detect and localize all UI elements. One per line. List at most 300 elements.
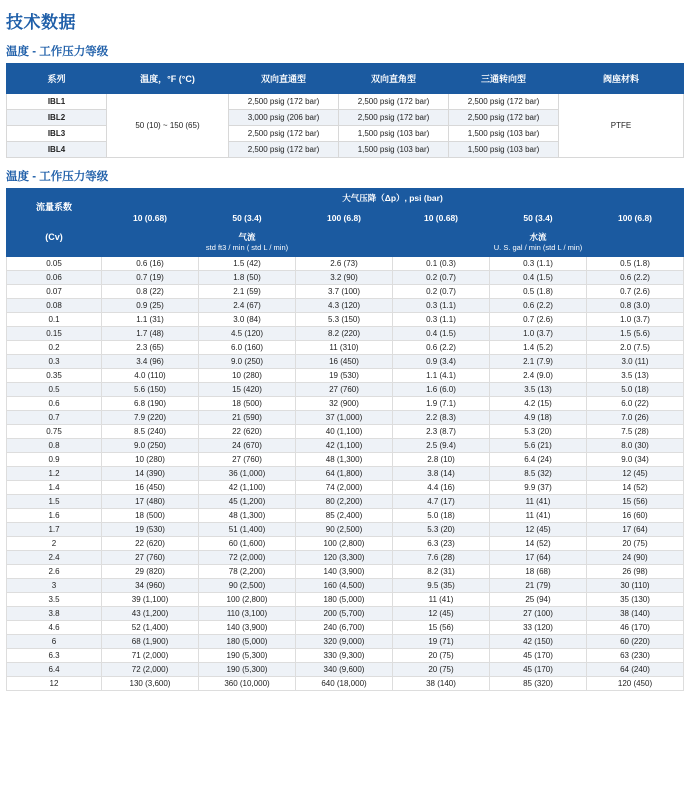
cell-water-100: 20 (75) (587, 537, 684, 551)
cell-gas-10: 3.4 (96) (102, 355, 199, 369)
gas-flow-unit: std ft3 / min ( std L / min) (205, 242, 289, 252)
cell-water-50: 0.5 (1.8) (490, 285, 587, 299)
cell-flow-coefficient: 0.8 (7, 439, 102, 453)
table-row (7, 607, 684, 621)
cell-water-100: 5.0 (18) (587, 383, 684, 397)
cell-gas-10: 27 (760) (102, 551, 199, 565)
table-row (7, 663, 684, 677)
cell-gas-50: 15 (420) (199, 383, 296, 397)
cell-two-way-straight: 3,000 psig (206 bar) (229, 110, 339, 126)
cell-gas-50: 90 (2,500) (199, 579, 296, 593)
cell-flow-coefficient: 1.7 (7, 523, 102, 537)
col-header-temperature: 温度，°F (°C) (107, 64, 229, 94)
cell-gas-100: 140 (3,900) (296, 565, 393, 579)
cell-flow-coefficient: 3.5 (7, 593, 102, 607)
cell-flow-coefficient: 0.2 (7, 341, 102, 355)
cell-water-50: 4.2 (15) (490, 397, 587, 411)
cell-gas-10: 6.8 (190) (102, 397, 199, 411)
cell-gas-10: 29 (820) (102, 565, 199, 579)
cell-water-100: 9.0 (34) (587, 453, 684, 467)
cell-water-100: 3.5 (13) (587, 369, 684, 383)
col-header-gas-flow (102, 228, 393, 257)
cell-water-10: 4.7 (17) (393, 495, 490, 509)
cell-water-100: 14 (52) (587, 481, 684, 495)
col-header-gas-100: 100 (6.8) (296, 208, 393, 228)
cell-gas-50: 180 (5,000) (199, 635, 296, 649)
cell-gas-100: 2.6 (73) (296, 257, 393, 271)
cell-gas-100: 90 (2,500) (296, 523, 393, 537)
cell-water-10: 12 (45) (393, 607, 490, 621)
cell-flow-coefficient: 0.07 (7, 285, 102, 299)
cell-temperature-range: 50 (10) ~ 150 (65) (107, 94, 229, 158)
cell-gas-50: 42 (1,100) (199, 481, 296, 495)
cell-water-100: 46 (170) (587, 621, 684, 635)
cell-gas-50: 100 (2,800) (199, 593, 296, 607)
cell-water-100: 35 (130) (587, 593, 684, 607)
technical-data-page (0, 8, 689, 691)
cell-water-50: 2.1 (7.9) (490, 355, 587, 369)
flow-coefficient-label: 流量系数 (35, 202, 72, 213)
cell-water-10: 38 (140) (393, 677, 490, 691)
cell-two-way-angle: 2,500 psig (172 bar) (339, 94, 449, 110)
cell-gas-10: 18 (500) (102, 509, 199, 523)
cell-seat-material: PTFE (559, 94, 684, 158)
cell-water-50: 45 (170) (490, 649, 587, 663)
cell-gas-100: 85 (2,400) (296, 509, 393, 523)
cell-gas-50: 22 (620) (199, 425, 296, 439)
cell-water-50: 4.9 (18) (490, 411, 587, 425)
table-row (7, 649, 684, 663)
table-row (7, 369, 684, 383)
table-row (7, 411, 684, 425)
cell-water-100: 64 (240) (587, 663, 684, 677)
cell-gas-50: 140 (3,900) (199, 621, 296, 635)
cell-gas-10: 5.6 (150) (102, 383, 199, 397)
cell-water-10: 0.3 (1.1) (393, 313, 490, 327)
page-title: 技术数据 (6, 13, 76, 32)
cell-water-50: 17 (64) (490, 551, 587, 565)
cell-two-way-straight: 2,500 psig (172 bar) (229, 94, 339, 110)
cell-gas-50: 2.1 (59) (199, 285, 296, 299)
cell-water-10: 15 (56) (393, 621, 490, 635)
cell-flow-coefficient: 4.6 (7, 621, 102, 635)
cell-gas-100: 640 (18,000) (296, 677, 393, 691)
table-row (7, 285, 684, 299)
cell-water-50: 14 (52) (490, 537, 587, 551)
cell-water-100: 7.5 (28) (587, 425, 684, 439)
cell-flow-coefficient: 0.06 (7, 271, 102, 285)
cell-gas-10: 1.7 (48) (102, 327, 199, 341)
cell-water-50: 0.6 (2.2) (490, 299, 587, 313)
table-header-row-pressure-values (7, 208, 684, 228)
cell-flow-coefficient: 3.8 (7, 607, 102, 621)
cell-gas-10: 68 (1,900) (102, 635, 199, 649)
cell-water-50: 8.5 (32) (490, 467, 587, 481)
cell-water-10: 9.5 (35) (393, 579, 490, 593)
cell-gas-100: 200 (5,700) (296, 607, 393, 621)
cell-water-100: 7.0 (26) (587, 411, 684, 425)
cell-series: IBL3 (7, 126, 107, 142)
cell-series: IBL2 (7, 110, 107, 126)
table-row (7, 495, 684, 509)
cell-gas-50: 51 (1,400) (199, 523, 296, 537)
cell-water-100: 60 (220) (587, 635, 684, 649)
cell-water-50: 42 (150) (490, 635, 587, 649)
flow-data-table (6, 188, 684, 691)
table-row (7, 621, 684, 635)
flow-coefficient-unit: (Cv) (45, 231, 63, 242)
cell-water-100: 2.0 (7.5) (587, 341, 684, 355)
cell-water-50: 0.4 (1.5) (490, 271, 587, 285)
table-row (7, 257, 684, 271)
table-row (7, 383, 684, 397)
table-row (7, 565, 684, 579)
col-header-gas-50: 50 (3.4) (199, 208, 296, 228)
cell-gas-100: 74 (2,000) (296, 481, 393, 495)
cell-gas-10: 130 (3,600) (102, 677, 199, 691)
table-row (7, 537, 684, 551)
cell-water-50: 9.9 (37) (490, 481, 587, 495)
col-header-flow-coefficient (7, 189, 102, 257)
cell-gas-10: 22 (620) (102, 537, 199, 551)
cell-water-50: 18 (68) (490, 565, 587, 579)
table-row (7, 327, 684, 341)
cell-three-way-switching: 2,500 psig (172 bar) (449, 110, 559, 126)
cell-water-10: 2.8 (10) (393, 453, 490, 467)
cell-gas-50: 1.8 (50) (199, 271, 296, 285)
cell-flow-coefficient: 0.7 (7, 411, 102, 425)
col-header-water-50: 50 (3.4) (490, 208, 587, 228)
cell-water-100: 24 (90) (587, 551, 684, 565)
cell-gas-100: 100 (2,800) (296, 537, 393, 551)
cell-water-100: 120 (450) (587, 677, 684, 691)
table-row (7, 453, 684, 467)
cell-water-100: 16 (60) (587, 509, 684, 523)
cell-gas-50: 360 (10,000) (199, 677, 296, 691)
cell-water-10: 1.6 (6.0) (393, 383, 490, 397)
cell-water-100: 63 (230) (587, 649, 684, 663)
cell-gas-10: 0.6 (16) (102, 257, 199, 271)
cell-gas-100: 180 (5,000) (296, 593, 393, 607)
cell-flow-coefficient: 1.6 (7, 509, 102, 523)
cell-water-100: 0.5 (1.8) (587, 257, 684, 271)
cell-gas-50: 36 (1,000) (199, 467, 296, 481)
water-flow-unit: U. S. gal / min (std L / min) (493, 242, 583, 252)
cell-gas-10: 7.9 (220) (102, 411, 199, 425)
cell-gas-100: 340 (9,600) (296, 663, 393, 677)
cell-gas-100: 32 (900) (296, 397, 393, 411)
cell-flow-coefficient: 1.2 (7, 467, 102, 481)
cell-water-10: 2.3 (8.7) (393, 425, 490, 439)
table-header-row-pressure-drop (7, 189, 684, 209)
cell-water-100: 6.0 (22) (587, 397, 684, 411)
col-header-three-way-switching: 三通转向型 (449, 64, 559, 94)
cell-gas-100: 80 (2,200) (296, 495, 393, 509)
cell-water-10: 20 (75) (393, 663, 490, 677)
cell-water-10: 3.8 (14) (393, 467, 490, 481)
cell-gas-10: 52 (1,400) (102, 621, 199, 635)
cell-water-10: 1.9 (7.1) (393, 397, 490, 411)
cell-gas-100: 16 (450) (296, 355, 393, 369)
col-header-seat-material: 阀座材料 (559, 64, 684, 94)
cell-flow-coefficient: 2 (7, 537, 102, 551)
cell-gas-10: 14 (390) (102, 467, 199, 481)
cell-water-10: 2.2 (8.3) (393, 411, 490, 425)
cell-two-way-angle: 1,500 psig (103 bar) (339, 126, 449, 142)
cell-flow-coefficient: 0.15 (7, 327, 102, 341)
col-header-water-100: 100 (6.8) (587, 208, 684, 228)
cell-water-10: 2.5 (9.4) (393, 439, 490, 453)
cell-water-100: 17 (64) (587, 523, 684, 537)
cell-gas-10: 2.3 (65) (102, 341, 199, 355)
cell-gas-10: 0.7 (19) (102, 271, 199, 285)
cell-gas-50: 2.4 (67) (199, 299, 296, 313)
cell-water-50: 3.5 (13) (490, 383, 587, 397)
cell-flow-coefficient: 0.35 (7, 369, 102, 383)
cell-gas-10: 71 (2,000) (102, 649, 199, 663)
cell-flow-coefficient: 0.1 (7, 313, 102, 327)
cell-water-50: 1.0 (3.7) (490, 327, 587, 341)
cell-gas-50: 110 (3,100) (199, 607, 296, 621)
cell-gas-100: 4.3 (120) (296, 299, 393, 313)
flow-data-body (7, 257, 684, 691)
cell-water-100: 15 (56) (587, 495, 684, 509)
cell-water-10: 0.2 (0.7) (393, 285, 490, 299)
cell-gas-100: 11 (310) (296, 341, 393, 355)
cell-gas-50: 48 (1,300) (199, 509, 296, 523)
cell-water-50: 11 (41) (490, 509, 587, 523)
cell-water-50: 45 (170) (490, 663, 587, 677)
cell-water-50: 21 (79) (490, 579, 587, 593)
col-header-series: 系列 (7, 64, 107, 94)
table-row (7, 677, 684, 691)
cell-two-way-angle: 1,500 psig (103 bar) (339, 142, 449, 158)
cell-gas-10: 17 (480) (102, 495, 199, 509)
cell-flow-coefficient: 6.4 (7, 663, 102, 677)
cell-flow-coefficient: 0.05 (7, 257, 102, 271)
cell-water-10: 0.1 (0.3) (393, 257, 490, 271)
cell-gas-100: 3.7 (100) (296, 285, 393, 299)
table-row (7, 481, 684, 495)
cell-water-10: 19 (71) (393, 635, 490, 649)
cell-water-10: 6.3 (23) (393, 537, 490, 551)
cell-water-50: 6.4 (24) (490, 453, 587, 467)
cell-gas-50: 24 (670) (199, 439, 296, 453)
cell-water-50: 12 (45) (490, 523, 587, 537)
cell-gas-50: 27 (760) (199, 453, 296, 467)
cell-flow-coefficient: 1.4 (7, 481, 102, 495)
table-row (7, 299, 684, 313)
col-header-water-10: 10 (0.68) (393, 208, 490, 228)
table-row (7, 579, 684, 593)
cell-water-10: 4.4 (16) (393, 481, 490, 495)
cell-water-50: 2.4 (9.0) (490, 369, 587, 383)
cell-two-way-straight: 2,500 psig (172 bar) (229, 142, 339, 158)
cell-gas-10: 4.0 (110) (102, 369, 199, 383)
cell-gas-10: 43 (1,200) (102, 607, 199, 621)
cell-gas-100: 64 (1,800) (296, 467, 393, 481)
table-row (7, 397, 684, 411)
cell-gas-50: 9.0 (250) (199, 355, 296, 369)
cell-gas-100: 320 (9,000) (296, 635, 393, 649)
cell-gas-10: 0.8 (22) (102, 285, 199, 299)
table-row (7, 509, 684, 523)
col-header-water-flow (393, 228, 684, 257)
table-header-row-media (7, 228, 684, 257)
cell-water-100: 0.6 (2.2) (587, 271, 684, 285)
cell-water-10: 0.2 (0.7) (393, 271, 490, 285)
cell-gas-50: 6.0 (160) (199, 341, 296, 355)
cell-water-50: 25 (94) (490, 593, 587, 607)
cell-water-50: 1.4 (5.2) (490, 341, 587, 355)
table-row (7, 593, 684, 607)
cell-flow-coefficient: 0.9 (7, 453, 102, 467)
cell-water-100: 1.0 (3.7) (587, 313, 684, 327)
pressure-rating-table (6, 63, 684, 158)
cell-water-10: 5.0 (18) (393, 509, 490, 523)
table-row (7, 551, 684, 565)
cell-gas-50: 4.5 (120) (199, 327, 296, 341)
cell-gas-10: 16 (450) (102, 481, 199, 495)
cell-water-10: 0.9 (3.4) (393, 355, 490, 369)
cell-water-100: 38 (140) (587, 607, 684, 621)
cell-water-10: 7.6 (28) (393, 551, 490, 565)
cell-water-10: 8.2 (31) (393, 565, 490, 579)
cell-flow-coefficient: 6 (7, 635, 102, 649)
cell-three-way-switching: 1,500 psig (103 bar) (449, 126, 559, 142)
cell-three-way-switching: 2,500 psig (172 bar) (449, 94, 559, 110)
cell-gas-100: 40 (1,100) (296, 425, 393, 439)
cell-gas-10: 72 (2,000) (102, 663, 199, 677)
cell-gas-100: 27 (760) (296, 383, 393, 397)
cell-water-100: 3.0 (11) (587, 355, 684, 369)
cell-water-50: 11 (41) (490, 495, 587, 509)
cell-water-50: 33 (120) (490, 621, 587, 635)
cell-gas-100: 120 (3,300) (296, 551, 393, 565)
cell-flow-coefficient: 0.75 (7, 425, 102, 439)
cell-gas-10: 10 (280) (102, 453, 199, 467)
cell-gas-50: 190 (5,300) (199, 663, 296, 677)
cell-gas-50: 18 (500) (199, 397, 296, 411)
cell-gas-50: 21 (590) (199, 411, 296, 425)
col-header-pressure-drop: 大气压降（Δp）, psi (bar) (102, 189, 684, 209)
table-row (7, 355, 684, 369)
cell-water-50: 0.3 (1.1) (490, 257, 587, 271)
cell-gas-100: 5.3 (150) (296, 313, 393, 327)
cell-gas-50: 3.0 (84) (199, 313, 296, 327)
cell-flow-coefficient: 0.3 (7, 355, 102, 369)
cell-gas-50: 1.5 (42) (199, 257, 296, 271)
cell-gas-100: 3.2 (90) (296, 271, 393, 285)
cell-series: IBL4 (7, 142, 107, 158)
gas-flow-title: 气流 (238, 232, 256, 243)
cell-gas-10: 34 (960) (102, 579, 199, 593)
cell-water-100: 8.0 (30) (587, 439, 684, 453)
cell-water-10: 5.3 (20) (393, 523, 490, 537)
cell-water-50: 85 (320) (490, 677, 587, 691)
cell-gas-100: 330 (9,300) (296, 649, 393, 663)
cell-water-50: 5.6 (21) (490, 439, 587, 453)
col-header-gas-10: 10 (0.68) (102, 208, 199, 228)
section-title-pressure-rating: 温度 - 工作压力等级 (6, 46, 109, 58)
cell-flow-coefficient: 0.08 (7, 299, 102, 313)
cell-flow-coefficient: 3 (7, 579, 102, 593)
table-row (7, 467, 684, 481)
cell-gas-50: 10 (280) (199, 369, 296, 383)
table-row (7, 341, 684, 355)
cell-flow-coefficient: 0.5 (7, 383, 102, 397)
cell-flow-coefficient: 12 (7, 677, 102, 691)
cell-gas-10: 19 (530) (102, 523, 199, 537)
cell-water-100: 30 (110) (587, 579, 684, 593)
table-row (7, 271, 684, 285)
cell-gas-50: 78 (2,200) (199, 565, 296, 579)
cell-water-100: 1.5 (5.6) (587, 327, 684, 341)
cell-gas-50: 72 (2,000) (199, 551, 296, 565)
cell-series: IBL1 (7, 94, 107, 110)
cell-water-10: 1.1 (4.1) (393, 369, 490, 383)
cell-water-10: 11 (41) (393, 593, 490, 607)
table-row (7, 439, 684, 453)
cell-flow-coefficient: 6.3 (7, 649, 102, 663)
cell-flow-coefficient: 2.4 (7, 551, 102, 565)
cell-flow-coefficient: 1.5 (7, 495, 102, 509)
col-header-two-way-straight: 双向直通型 (229, 64, 339, 94)
cell-two-way-straight: 2,500 psig (172 bar) (229, 126, 339, 142)
cell-water-50: 5.3 (20) (490, 425, 587, 439)
cell-gas-10: 9.0 (250) (102, 439, 199, 453)
cell-gas-100: 160 (4,500) (296, 579, 393, 593)
section-title-flow-coefficient: 温度 - 工作压力等级 (6, 171, 109, 183)
cell-gas-100: 8.2 (220) (296, 327, 393, 341)
table-row (7, 313, 684, 327)
cell-water-100: 0.7 (2.6) (587, 285, 684, 299)
cell-gas-50: 190 (5,300) (199, 649, 296, 663)
cell-water-50: 0.7 (2.6) (490, 313, 587, 327)
cell-gas-10: 0.9 (25) (102, 299, 199, 313)
water-flow-title: 水流 (529, 232, 547, 243)
cell-gas-50: 45 (1,200) (199, 495, 296, 509)
cell-gas-100: 240 (6,700) (296, 621, 393, 635)
table-row (7, 425, 684, 439)
cell-water-10: 20 (75) (393, 649, 490, 663)
cell-gas-100: 48 (1,300) (296, 453, 393, 467)
cell-gas-100: 19 (530) (296, 369, 393, 383)
cell-water-50: 27 (100) (490, 607, 587, 621)
col-header-two-way-angle: 双向直角型 (339, 64, 449, 94)
cell-water-100: 26 (98) (587, 565, 684, 579)
cell-water-10: 0.3 (1.1) (393, 299, 490, 313)
cell-gas-10: 39 (1,100) (102, 593, 199, 607)
cell-flow-coefficient: 0.6 (7, 397, 102, 411)
cell-gas-10: 8.5 (240) (102, 425, 199, 439)
cell-water-100: 0.8 (3.0) (587, 299, 684, 313)
cell-two-way-angle: 2,500 psig (172 bar) (339, 110, 449, 126)
table-row (7, 635, 684, 649)
cell-water-10: 0.6 (2.2) (393, 341, 490, 355)
cell-gas-50: 60 (1,600) (199, 537, 296, 551)
cell-three-way-switching: 1,500 psig (103 bar) (449, 142, 559, 158)
cell-gas-10: 1.1 (31) (102, 313, 199, 327)
table-row (7, 523, 684, 537)
table-header-row (7, 64, 684, 94)
cell-water-10: 0.4 (1.5) (393, 327, 490, 341)
cell-gas-100: 42 (1,100) (296, 439, 393, 453)
cell-water-100: 12 (45) (587, 467, 684, 481)
cell-gas-100: 37 (1,000) (296, 411, 393, 425)
table-row (7, 94, 684, 110)
cell-flow-coefficient: 2.6 (7, 565, 102, 579)
